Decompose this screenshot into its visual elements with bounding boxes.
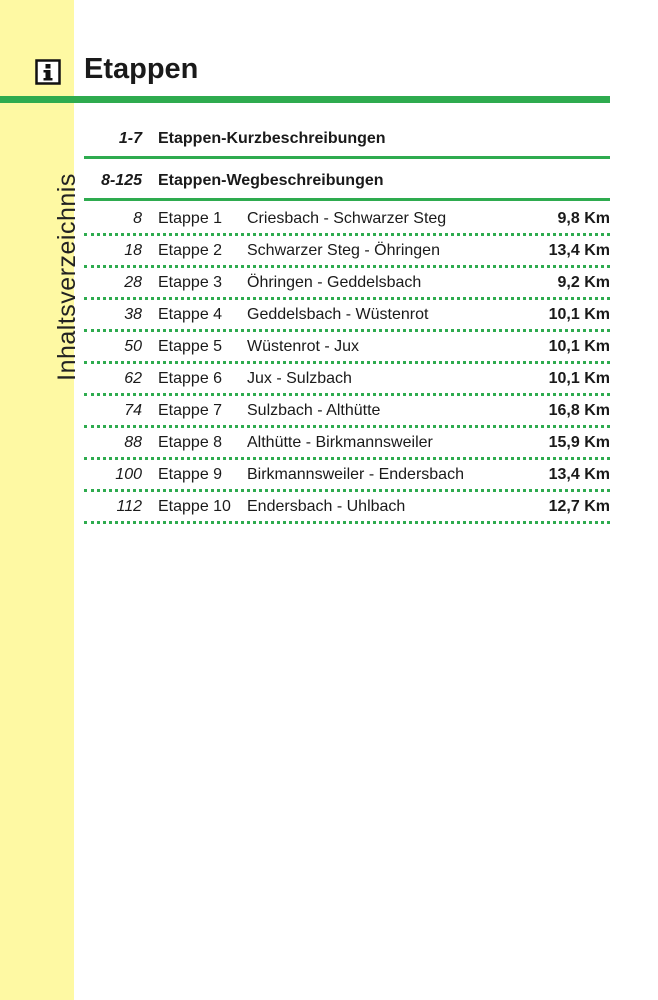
section-label: Etappen-Wegbeschreibungen xyxy=(158,172,384,189)
stage-page: 38 xyxy=(124,306,142,323)
list-item[interactable] xyxy=(84,428,610,460)
list-item[interactable] xyxy=(84,236,610,268)
stage-page: 88 xyxy=(124,434,142,451)
stage-distance: 10,1 Km xyxy=(548,370,610,387)
stage-number: Etappe 3 xyxy=(158,274,223,291)
stage-number: Etappe 8 xyxy=(158,434,223,451)
stage-number: Etappe 4 xyxy=(158,306,223,323)
info-icon xyxy=(35,59,61,85)
stage-route: Öhringen - Geddelsbach xyxy=(247,274,422,291)
stage-route: Endersbach - Uhlbach xyxy=(247,498,406,515)
stage-number: Etappe 5 xyxy=(158,338,223,355)
stage-distance: 16,8 Km xyxy=(548,402,610,419)
list-item[interactable] xyxy=(84,332,610,364)
stage-page: 112 xyxy=(116,498,142,515)
stage-distance: 10,1 Km xyxy=(548,338,610,355)
stage-page: 28 xyxy=(124,274,142,291)
stage-number: Etappe 2 xyxy=(158,242,223,259)
stage-number: Etappe 10 xyxy=(158,498,231,515)
stage-number: Etappe 9 xyxy=(158,466,223,483)
stage-page: 8 xyxy=(133,210,142,227)
sidebar xyxy=(0,0,81,1000)
stage-distance: 15,9 Km xyxy=(548,434,610,451)
stage-page: 100 xyxy=(115,466,142,483)
stage-route: Wüstenrot - Jux xyxy=(247,338,360,355)
stage-page: 18 xyxy=(124,242,142,259)
list-item[interactable] xyxy=(84,204,610,236)
stage-number: Etappe 6 xyxy=(158,370,223,387)
list-item[interactable] xyxy=(84,364,610,396)
stage-route: Birkmannsweiler - Endersbach xyxy=(247,466,464,483)
stage-route: Criesbach - Schwarzer Steg xyxy=(247,210,447,227)
stage-distance: 10,1 Km xyxy=(548,306,610,323)
stage-route: Jux - Sulzbach xyxy=(247,370,352,387)
list-item[interactable] xyxy=(84,396,610,428)
section-page: 8-125 xyxy=(101,172,142,189)
stage-page: 50 xyxy=(124,338,142,355)
list-item[interactable] xyxy=(84,492,610,524)
section-label: Etappen-Kurzbeschreibungen xyxy=(158,130,386,147)
sidebar-label: Inhaltsverzeichnis xyxy=(53,173,81,381)
stage-list xyxy=(84,204,610,524)
stage-distance: 9,8 Km xyxy=(557,210,610,227)
section-page: 1-7 xyxy=(118,130,142,147)
stage-route: Althütte - Birkmannsweiler xyxy=(247,434,433,451)
stage-route: Geddelsbach - Wüstenrot xyxy=(247,306,429,323)
title-divider xyxy=(0,96,610,103)
section-row[interactable] xyxy=(84,126,610,159)
list-item[interactable] xyxy=(84,268,610,300)
stage-number: Etappe 1 xyxy=(158,210,223,227)
stage-distance: 13,4 Km xyxy=(548,466,610,483)
stage-route: Schwarzer Steg - Öhringen xyxy=(247,242,440,259)
list-item[interactable] xyxy=(84,300,610,332)
stage-distance: 12,7 Km xyxy=(548,498,610,515)
stage-page: 62 xyxy=(124,370,142,387)
stage-number: Etappe 7 xyxy=(158,402,223,419)
list-item[interactable] xyxy=(84,460,610,492)
section-row[interactable] xyxy=(84,168,610,201)
stage-distance: 13,4 Km xyxy=(548,242,610,259)
page-title: Etappen xyxy=(84,53,199,85)
stage-page: 74 xyxy=(124,402,142,419)
stage-route: Sulzbach - Althütte xyxy=(247,402,381,419)
stage-distance: 9,2 Km xyxy=(557,274,610,291)
